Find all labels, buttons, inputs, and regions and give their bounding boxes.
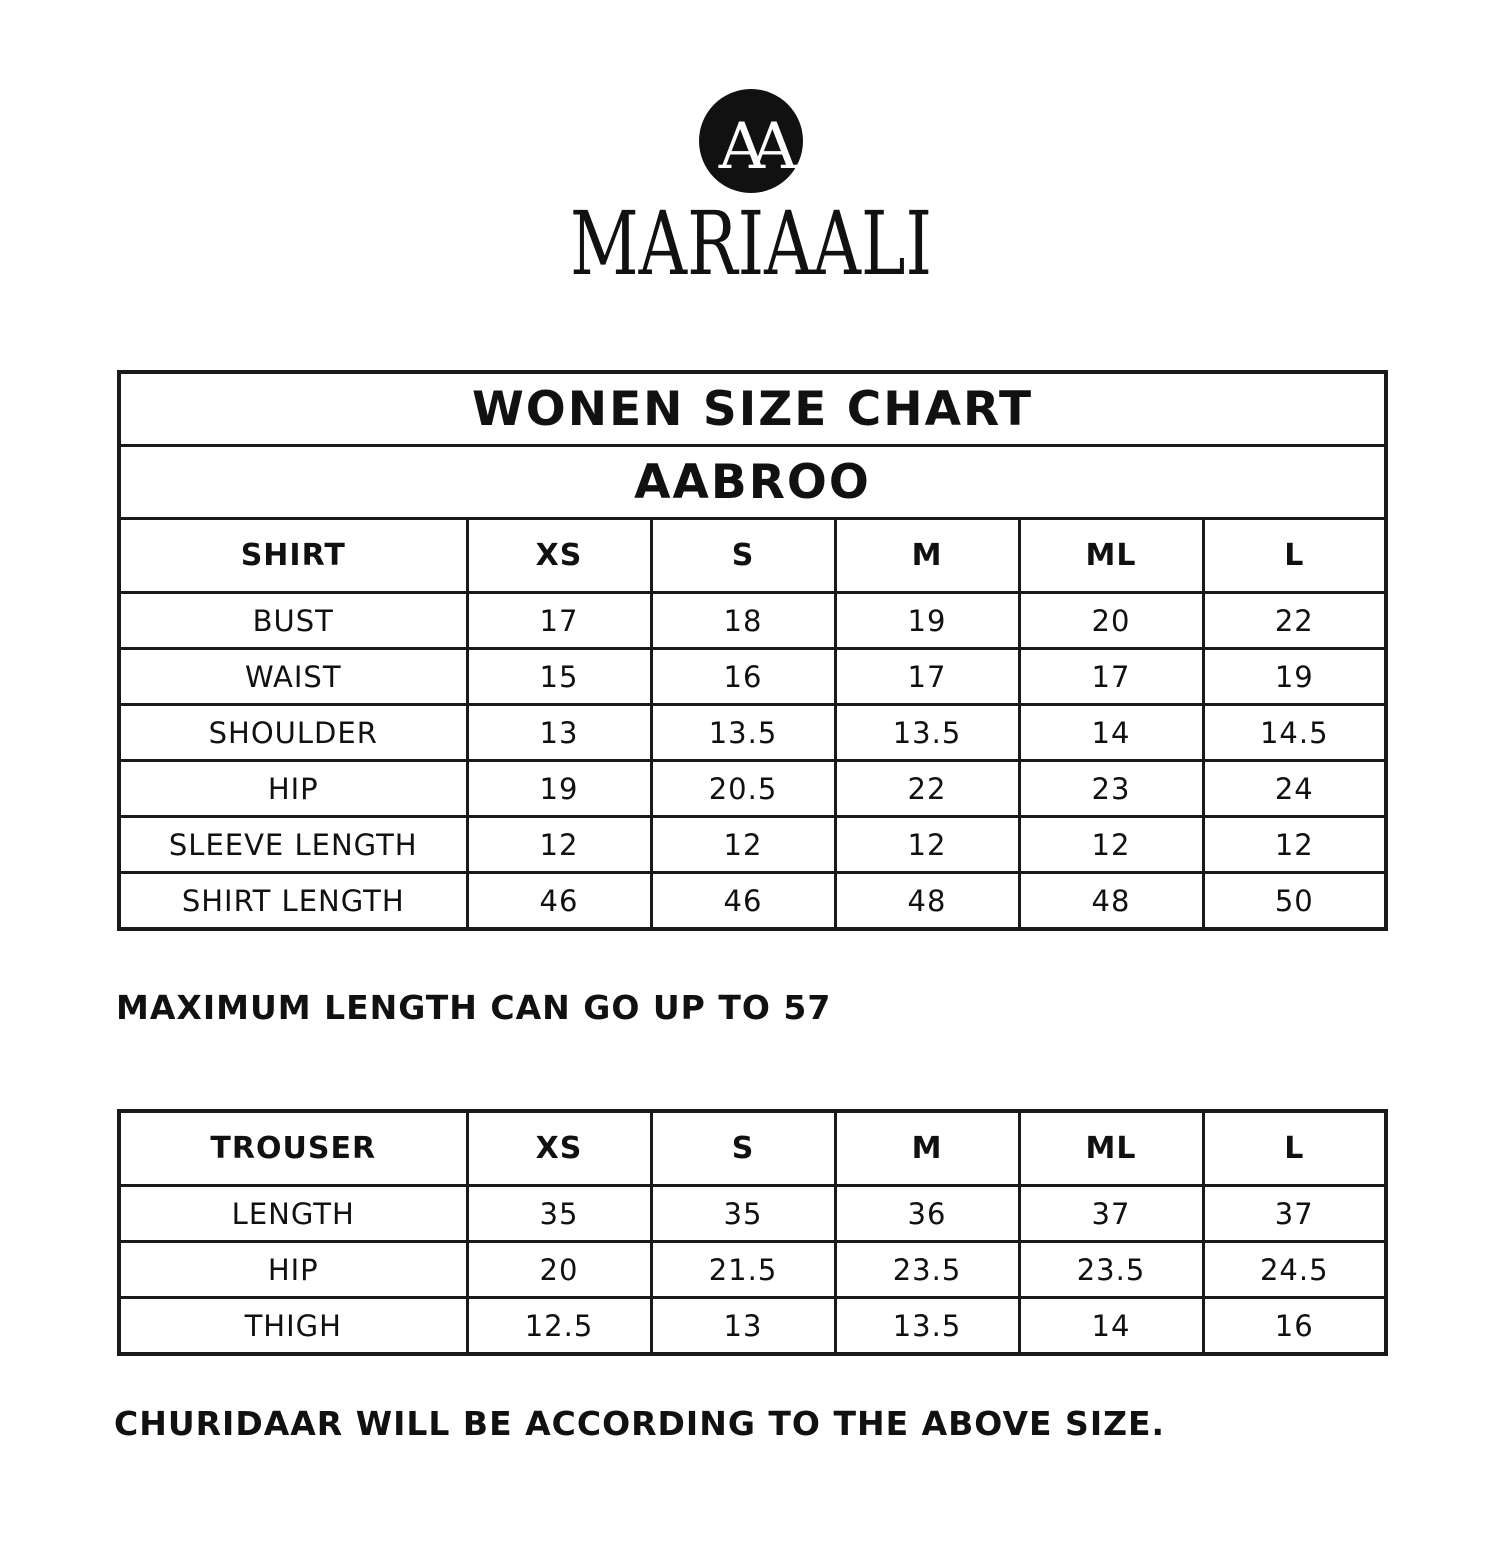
table-cell: 16 bbox=[1203, 1298, 1386, 1355]
header-cell: S bbox=[651, 1111, 835, 1186]
table-cell: 12 bbox=[835, 817, 1019, 873]
table-cell: 13.5 bbox=[651, 705, 835, 761]
row-label: LENGTH bbox=[119, 1186, 467, 1242]
header-cell: SHIRT bbox=[119, 519, 467, 593]
table-cell: 36 bbox=[835, 1186, 1019, 1242]
table-cell: 12 bbox=[1203, 817, 1386, 873]
table-cell: 15 bbox=[467, 649, 651, 705]
row-label: SHOULDER bbox=[119, 705, 467, 761]
table-cell: 37 bbox=[1019, 1186, 1203, 1242]
table-cell: 19 bbox=[1203, 649, 1386, 705]
row-label: SHIRT LENGTH bbox=[119, 873, 467, 930]
table-row bbox=[119, 705, 1386, 761]
table-cell: 17 bbox=[467, 593, 651, 649]
table-cell: 22 bbox=[1203, 593, 1386, 649]
table-cell: 20.5 bbox=[651, 761, 835, 817]
shirt-size-table bbox=[117, 370, 1388, 931]
table-cell: 17 bbox=[835, 649, 1019, 705]
table-cell: 13 bbox=[651, 1298, 835, 1355]
table-cell: 23.5 bbox=[1019, 1242, 1203, 1298]
table-cell: 46 bbox=[467, 873, 651, 930]
brand-monogram-logo bbox=[698, 88, 804, 194]
row-label: SLEEVE LENGTH bbox=[119, 817, 467, 873]
table-cell: 35 bbox=[651, 1186, 835, 1242]
table-cell: 13.5 bbox=[835, 1298, 1019, 1355]
table-cell: 13 bbox=[467, 705, 651, 761]
header-cell: L bbox=[1203, 519, 1386, 593]
table-cell: 23.5 bbox=[835, 1242, 1019, 1298]
table-cell: 19 bbox=[835, 593, 1019, 649]
table-cell: 14 bbox=[1019, 1298, 1203, 1355]
table-cell: 46 bbox=[651, 873, 835, 930]
table-row bbox=[119, 817, 1386, 873]
table-cell: 16 bbox=[651, 649, 835, 705]
header-cell: M bbox=[835, 1111, 1019, 1186]
table-cell: 22 bbox=[835, 761, 1019, 817]
table-cell: 12 bbox=[467, 817, 651, 873]
row-label: THIGH bbox=[119, 1298, 467, 1355]
table-cell: 14.5 bbox=[1203, 705, 1386, 761]
collection-name: AABROO bbox=[119, 446, 1386, 519]
trouser-size-table bbox=[117, 1109, 1388, 1356]
header-cell: XS bbox=[467, 519, 651, 593]
table-row bbox=[119, 873, 1386, 930]
shirt-length-note: MAXIMUM LENGTH CAN GO UP TO 57 bbox=[116, 988, 832, 1027]
header-cell: L bbox=[1203, 1111, 1386, 1186]
brand-monogram-text: AA bbox=[718, 110, 784, 184]
table-cell: 18 bbox=[651, 593, 835, 649]
table-cell: 14 bbox=[1019, 705, 1203, 761]
churidaar-note: CHURIDAAR WILL BE ACCORDING TO THE ABOVE SIZE. bbox=[114, 1404, 1166, 1443]
table-cell: 12.5 bbox=[467, 1298, 651, 1355]
header-cell: TROUSER bbox=[119, 1111, 467, 1186]
row-label: HIP bbox=[119, 761, 467, 817]
table-cell: 24 bbox=[1203, 761, 1386, 817]
header-cell: XS bbox=[467, 1111, 651, 1186]
table-row bbox=[119, 1242, 1386, 1298]
row-label: HIP bbox=[119, 1242, 467, 1298]
table-cell: 48 bbox=[1019, 873, 1203, 930]
table-row bbox=[119, 593, 1386, 649]
table-cell: 37 bbox=[1203, 1186, 1386, 1242]
table-cell: 12 bbox=[651, 817, 835, 873]
table-cell: 48 bbox=[835, 873, 1019, 930]
brand-wordmark-text: MARIAALI bbox=[570, 192, 932, 295]
table-header-row bbox=[119, 519, 1386, 593]
table-cell: 50 bbox=[1203, 873, 1386, 930]
row-label: BUST bbox=[119, 593, 467, 649]
header-cell: ML bbox=[1019, 1111, 1203, 1186]
table-cell: 20 bbox=[1019, 593, 1203, 649]
table-cell: 17 bbox=[1019, 649, 1203, 705]
table-cell: 20 bbox=[467, 1242, 651, 1298]
table-cell: 23 bbox=[1019, 761, 1203, 817]
table-cell: 19 bbox=[467, 761, 651, 817]
chart-title: WONEN SIZE CHART bbox=[119, 372, 1386, 446]
header-cell: S bbox=[651, 519, 835, 593]
table-row bbox=[119, 649, 1386, 705]
table-header-row bbox=[119, 1111, 1386, 1186]
table-cell: 24.5 bbox=[1203, 1242, 1386, 1298]
table-row bbox=[119, 761, 1386, 817]
table-row bbox=[119, 1186, 1386, 1242]
header-cell: M bbox=[835, 519, 1019, 593]
table-cell: 13.5 bbox=[835, 705, 1019, 761]
table-cell: 35 bbox=[467, 1186, 651, 1242]
table-row bbox=[119, 1298, 1386, 1355]
brand-wordmark-logo bbox=[566, 192, 936, 295]
header-cell: ML bbox=[1019, 519, 1203, 593]
table-cell: 21.5 bbox=[651, 1242, 835, 1298]
table-cell: 12 bbox=[1019, 817, 1203, 873]
row-label: WAIST bbox=[119, 649, 467, 705]
